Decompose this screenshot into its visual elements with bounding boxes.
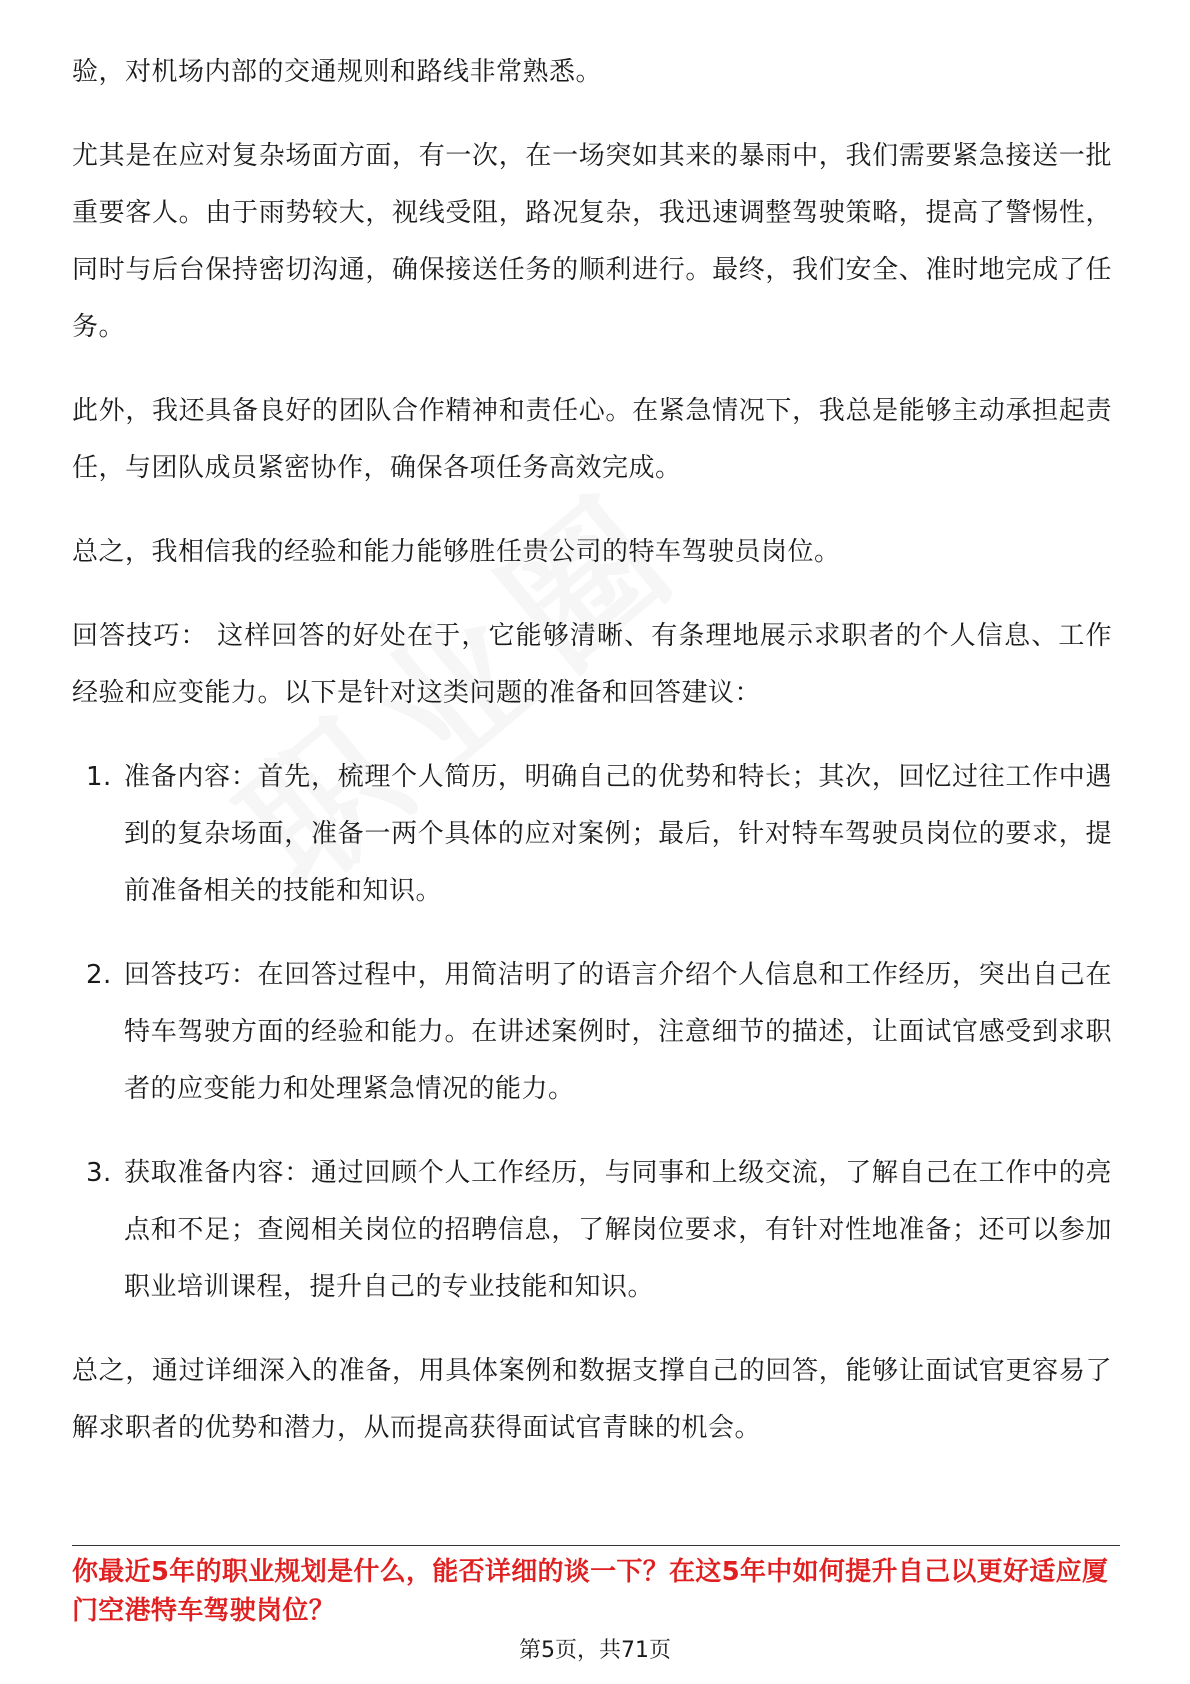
page-number-footer: 第5页，共71页 [519, 1638, 671, 1663]
paragraph-answer-tips: 回答技巧： 这样回答的好处在于，它能够清晰、有条理地展示求职者的个人信息、工作经验和应变能力。以下是针对这类问题的准备和回答建议： [72, 621, 1112, 708]
paragraph-summary: 总之，我相信我的经验和能力能够胜任贵公司的特车驾驶员岗位。 [72, 537, 841, 567]
paragraph-intro-continued: 验，对机场内部的交通规则和路线非常熟悉。 [72, 57, 603, 87]
list-item-text: 回答技巧：在回答过程中，用简洁明了的语言介绍个人信息和工作经历，突出自己在特车驾驶方面的经验和能力。在讲述案例时，注意细节的描述，让面试官感受到求职者的应变能力和处理紧急情况的能力。 [124, 960, 1112, 1104]
list-item-text: 获取准备内容：通过回顾个人工作经历，与同事和上级交流，了解自己在工作中的亮点和不足；查阅相关岗位的招聘信息，了解岗位要求，有针对性地准备；还可以参加职业培训课程，提升自己的专业技能和知识。 [124, 1158, 1112, 1302]
list-item [72, 749, 1112, 920]
list-number: 1. [86, 762, 112, 792]
tips-list [72, 749, 1112, 1316]
list-number: 2. [86, 960, 112, 990]
section-divider [72, 1545, 1120, 1546]
next-question-heading: 你最近5年的职业规划是什么，能否详细的谈一下？在这5年中如何提升自己以更好适应厦门空港特车驾驶岗位？ [72, 1557, 1109, 1626]
list-item [72, 1145, 1112, 1316]
document-body [72, 44, 1112, 1484]
list-item-text: 准备内容：首先，梳理个人简历，明确自己的优势和特长；其次，回忆过往工作中遇到的复杂场面，准备一两个具体的应对案例；最后，针对特车驾驶员岗位的要求，提前准备相关的技能和知识。 [124, 762, 1112, 906]
paragraph-conclusion: 总之，通过详细深入的准备，用具体案例和数据支撑自己的回答，能够让面试官更容易了解求职者的优势和潜力，从而提高获得面试官青睐的机会。 [72, 1356, 1112, 1443]
paragraph-complex-situation: 尤其是在应对复杂场面方面，有一次，在一场突如其来的暴雨中，我们需要紧急接送一批重要客人。由于雨势较大，视线受阻，路况复杂，我迅速调整驾驶策略，提高了警惕性，同时与后台保持密切沟通，确保接送任务的顺利进行。最终，我们安全、准时地完成了任务。 [72, 141, 1112, 342]
list-item [72, 947, 1112, 1118]
list-number: 3. [86, 1158, 112, 1188]
paragraph-teamwork: 此外，我还具备良好的团队合作精神和责任心。在紧急情况下，我总是能够主动承担起责任，与团队成员紧密协作，确保各项任务高效完成。 [72, 396, 1112, 483]
